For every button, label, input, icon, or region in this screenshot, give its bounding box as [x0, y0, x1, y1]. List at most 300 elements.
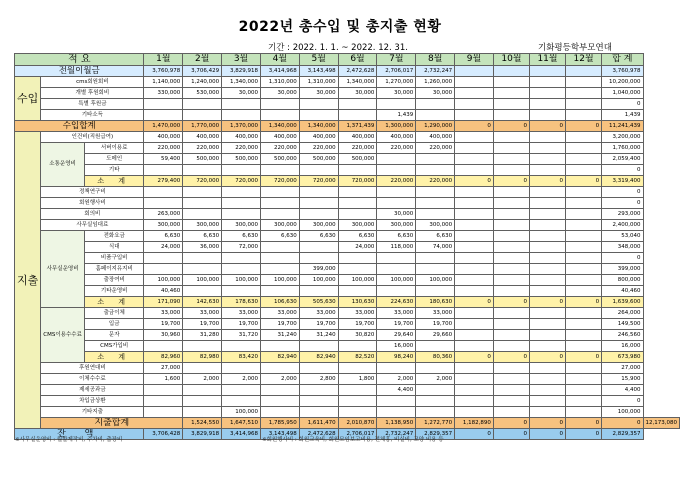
- month-value: [455, 165, 494, 176]
- month-value: [529, 143, 565, 154]
- month-value: 31,720: [222, 330, 261, 341]
- month-value: [529, 187, 565, 198]
- month-value: [529, 374, 565, 385]
- month-value: 720,000: [338, 176, 377, 187]
- month-value: 24,000: [338, 242, 377, 253]
- month-value: 72,000: [222, 242, 261, 253]
- month-value: [493, 231, 529, 242]
- month-value: [493, 319, 529, 330]
- month-value: 100,000: [222, 407, 261, 418]
- month-value: 33,000: [299, 308, 338, 319]
- month-value: 500,000: [338, 154, 377, 165]
- month-value: [566, 319, 602, 330]
- row-label: CMS가입비: [84, 341, 144, 352]
- month-value: [566, 187, 602, 198]
- month-value: [529, 66, 565, 77]
- month-value: 30,000: [416, 88, 455, 99]
- month-value: [260, 385, 299, 396]
- row-label: 소 계: [84, 352, 144, 363]
- month-value: 1,647,510: [222, 418, 261, 429]
- month-value: [144, 110, 183, 121]
- month-value: [529, 198, 565, 209]
- month-value: 720,000: [183, 176, 222, 187]
- month-value: 400,000: [183, 132, 222, 143]
- month-value: 0: [493, 297, 529, 308]
- subgroup-label: 소통운영비: [41, 143, 85, 187]
- month-value: [529, 286, 565, 297]
- header-month: 9월: [455, 54, 494, 66]
- month-value: 33,000: [222, 308, 261, 319]
- month-value: 2,732,247: [377, 429, 416, 440]
- month-value: [529, 341, 565, 352]
- month-value: [529, 385, 565, 396]
- month-value: 31,280: [183, 330, 222, 341]
- month-value: 0: [455, 429, 494, 440]
- row-total: 399,000: [602, 264, 643, 275]
- month-value: 100,000: [338, 275, 377, 286]
- month-value: 0: [493, 121, 529, 132]
- month-value: 6,630: [222, 231, 261, 242]
- finance-table: [14, 53, 680, 440]
- month-value: [455, 396, 494, 407]
- month-value: [566, 363, 602, 374]
- month-value: [566, 99, 602, 110]
- month-value: 100,000: [416, 275, 455, 286]
- month-value: [222, 396, 261, 407]
- row-total: 12,173,080: [643, 418, 680, 429]
- month-value: 0: [529, 418, 565, 429]
- month-value: [338, 363, 377, 374]
- row-total: 4,400: [602, 385, 643, 396]
- month-value: [416, 198, 455, 209]
- month-value: [144, 253, 183, 264]
- row-label: 서버이용료: [84, 143, 144, 154]
- month-value: [144, 407, 183, 418]
- table-row: [15, 385, 680, 396]
- month-value: 82,940: [260, 352, 299, 363]
- row-total: 15,900: [602, 374, 643, 385]
- table-row: [15, 418, 680, 429]
- month-value: 720,000: [260, 176, 299, 187]
- row-label: 지출합계: [41, 418, 183, 429]
- month-value: 220,000: [183, 143, 222, 154]
- row-label: 비품구입비: [84, 253, 144, 264]
- month-value: [529, 231, 565, 242]
- month-value: [416, 165, 455, 176]
- month-value: [493, 110, 529, 121]
- month-value: 1,340,000: [222, 77, 261, 88]
- month-value: 16,000: [377, 341, 416, 352]
- month-value: [455, 407, 494, 418]
- row-total: 348,000: [602, 242, 643, 253]
- month-value: 3,143,498: [260, 429, 299, 440]
- month-value: 1,340,000: [338, 77, 377, 88]
- month-value: [222, 165, 261, 176]
- month-value: [416, 187, 455, 198]
- month-value: [183, 209, 222, 220]
- month-value: 0: [455, 121, 494, 132]
- month-value: [455, 198, 494, 209]
- month-value: 19,700: [299, 319, 338, 330]
- month-value: [566, 132, 602, 143]
- month-value: 100,000: [260, 275, 299, 286]
- month-value: [566, 341, 602, 352]
- month-value: [566, 143, 602, 154]
- row-label: 후원연대비: [41, 363, 144, 374]
- month-value: [144, 198, 183, 209]
- month-value: [566, 286, 602, 297]
- month-value: [455, 187, 494, 198]
- month-value: [455, 143, 494, 154]
- month-value: [416, 99, 455, 110]
- header-month: 10월: [493, 54, 529, 66]
- row-total: 2,059,400: [602, 154, 643, 165]
- month-value: [529, 220, 565, 231]
- row-label: cms회원회비: [41, 77, 144, 88]
- month-value: [455, 275, 494, 286]
- month-value: 300,000: [260, 220, 299, 231]
- month-value: [529, 264, 565, 275]
- month-value: [455, 66, 494, 77]
- month-value: 171,090: [144, 297, 183, 308]
- month-value: [183, 264, 222, 275]
- month-value: [455, 363, 494, 374]
- row-total: 293,000: [602, 209, 643, 220]
- month-value: [299, 363, 338, 374]
- month-value: 2,000: [377, 374, 416, 385]
- table-row: [15, 319, 680, 330]
- month-value: 19,700: [416, 319, 455, 330]
- month-value: 400,000: [377, 132, 416, 143]
- month-value: [529, 77, 565, 88]
- month-value: [338, 407, 377, 418]
- month-value: [222, 253, 261, 264]
- month-value: [222, 363, 261, 374]
- row-total: 3,200,000: [602, 132, 643, 143]
- row-label: 전화요금: [84, 231, 144, 242]
- month-value: [493, 308, 529, 319]
- month-value: 720,000: [299, 176, 338, 187]
- month-value: [260, 198, 299, 209]
- month-value: 0: [566, 121, 602, 132]
- month-value: [566, 154, 602, 165]
- month-value: 0: [455, 176, 494, 187]
- row-label: 제세공과금: [41, 385, 144, 396]
- month-value: [144, 99, 183, 110]
- month-value: [338, 264, 377, 275]
- month-value: [493, 253, 529, 264]
- row-total: 1,760,000: [602, 143, 643, 154]
- row-total: 246,560: [602, 330, 643, 341]
- month-value: [455, 253, 494, 264]
- month-value: 500,000: [183, 154, 222, 165]
- month-value: 530,000: [183, 88, 222, 99]
- month-value: [455, 308, 494, 319]
- month-value: [493, 264, 529, 275]
- month-value: [416, 264, 455, 275]
- month-value: 82,980: [183, 352, 222, 363]
- row-label: 기타지출: [41, 407, 144, 418]
- month-value: 19,700: [183, 319, 222, 330]
- subgroup-label: 사무실운영비: [41, 231, 85, 308]
- table-row: [15, 352, 680, 363]
- month-value: 1,240,000: [183, 77, 222, 88]
- row-label: 문자: [84, 330, 144, 341]
- table-row: [15, 374, 680, 385]
- table-row: [15, 77, 680, 88]
- month-value: 6,630: [144, 231, 183, 242]
- organization-label: 기화평등학부모연대: [538, 43, 612, 53]
- row-label: 기타: [84, 165, 144, 176]
- month-value: [493, 209, 529, 220]
- month-value: [377, 363, 416, 374]
- month-value: 1,600: [144, 374, 183, 385]
- month-value: [529, 275, 565, 286]
- month-value: 24,000: [144, 242, 183, 253]
- month-value: 400,000: [416, 132, 455, 143]
- month-value: 300,000: [299, 220, 338, 231]
- month-value: 30,000: [377, 209, 416, 220]
- month-value: [299, 165, 338, 176]
- month-value: 6,630: [416, 231, 455, 242]
- month-value: 224,630: [377, 297, 416, 308]
- month-value: [455, 99, 494, 110]
- month-value: 82,520: [338, 352, 377, 363]
- month-value: 29,640: [377, 330, 416, 341]
- month-value: [493, 165, 529, 176]
- month-value: [566, 330, 602, 341]
- month-value: 0: [566, 297, 602, 308]
- month-value: [222, 286, 261, 297]
- month-value: 2,706,017: [338, 429, 377, 440]
- month-value: [416, 363, 455, 374]
- month-value: 0: [493, 418, 529, 429]
- month-value: 2,829,357: [416, 429, 455, 440]
- month-value: 82,940: [299, 352, 338, 363]
- header-month: 2월: [183, 54, 222, 66]
- month-value: 6,630: [377, 231, 416, 242]
- row-label: 수입합계: [15, 121, 144, 132]
- row-label: 출장여비: [84, 275, 144, 286]
- month-value: [299, 187, 338, 198]
- row-total: 149,500: [602, 319, 643, 330]
- row-label: 사무실임대료: [41, 220, 144, 231]
- header-month: 3월: [222, 54, 261, 66]
- month-value: [299, 209, 338, 220]
- row-total: 3,319,400: [602, 176, 643, 187]
- month-value: [493, 198, 529, 209]
- month-value: 2,800: [299, 374, 338, 385]
- row-label: 잔 액: [15, 429, 144, 440]
- month-value: 1,770,000: [183, 121, 222, 132]
- month-value: 2,000: [416, 374, 455, 385]
- month-value: [183, 396, 222, 407]
- month-value: 300,000: [377, 220, 416, 231]
- month-value: 3,414,968: [222, 429, 261, 440]
- month-value: [493, 88, 529, 99]
- month-value: 4,400: [377, 385, 416, 396]
- month-value: 1,270,000: [377, 77, 416, 88]
- month-value: [260, 407, 299, 418]
- month-value: 220,000: [338, 143, 377, 154]
- month-value: [493, 77, 529, 88]
- table-row: [15, 231, 680, 242]
- footnote-left: ※사무실운영비 : 월할제작비, 주차비, 출장비: [15, 437, 123, 443]
- month-value: [416, 209, 455, 220]
- month-value: [183, 165, 222, 176]
- month-value: [566, 77, 602, 88]
- month-value: [260, 209, 299, 220]
- row-label: 홈페이지유지비: [84, 264, 144, 275]
- month-value: 279,400: [144, 176, 183, 187]
- month-value: 400,000: [338, 132, 377, 143]
- row-total: 1,040,000: [602, 88, 643, 99]
- month-value: 74,000: [416, 242, 455, 253]
- header-month: 7월: [377, 54, 416, 66]
- month-value: 40,460: [144, 286, 183, 297]
- month-value: [455, 220, 494, 231]
- month-value: 1,371,439: [338, 121, 377, 132]
- month-value: [183, 407, 222, 418]
- month-value: [566, 385, 602, 396]
- header-month: 8월: [416, 54, 455, 66]
- month-value: 220,000: [377, 176, 416, 187]
- month-value: [338, 209, 377, 220]
- row-total: 3,760,978: [602, 66, 643, 77]
- month-value: [183, 385, 222, 396]
- row-total: 53,040: [602, 231, 643, 242]
- month-value: [455, 231, 494, 242]
- month-value: [455, 132, 494, 143]
- table-row: [15, 286, 680, 297]
- month-value: 220,000: [260, 143, 299, 154]
- row-total: 0: [602, 198, 643, 209]
- month-value: [299, 99, 338, 110]
- table-row: [15, 132, 680, 143]
- month-value: 6,630: [299, 231, 338, 242]
- row-total: 2,829,357: [602, 429, 643, 440]
- month-value: [222, 341, 261, 352]
- month-value: [183, 198, 222, 209]
- month-value: [566, 198, 602, 209]
- group-income: 수입: [15, 77, 41, 121]
- month-value: 1,272,770: [416, 418, 455, 429]
- month-value: [338, 341, 377, 352]
- month-value: [493, 132, 529, 143]
- table-row: [15, 253, 680, 264]
- period-label: 기간 : 2022. 1. 1. ~ 2022. 12. 31.: [268, 43, 408, 53]
- row-label: 정책연구비: [41, 187, 144, 198]
- month-value: [493, 143, 529, 154]
- month-value: [529, 154, 565, 165]
- table-row: [15, 198, 680, 209]
- month-value: [529, 242, 565, 253]
- month-value: 19,700: [222, 319, 261, 330]
- table-row: [15, 176, 680, 187]
- table-row: [15, 143, 680, 154]
- month-value: [338, 99, 377, 110]
- month-value: [455, 374, 494, 385]
- month-value: [222, 209, 261, 220]
- month-value: [260, 264, 299, 275]
- month-value: 30,960: [144, 330, 183, 341]
- row-total: 800,000: [602, 275, 643, 286]
- row-label: 회의비: [41, 209, 144, 220]
- row-label: 개별 후원회비: [41, 88, 144, 99]
- header-month: 5월: [299, 54, 338, 66]
- month-value: [338, 110, 377, 121]
- month-value: [416, 341, 455, 352]
- table-row: [15, 66, 680, 77]
- month-value: 2,000: [183, 374, 222, 385]
- month-value: [144, 396, 183, 407]
- month-value: [566, 407, 602, 418]
- month-value: 100,000: [144, 275, 183, 286]
- month-value: [377, 154, 416, 165]
- row-total: 16,000: [602, 341, 643, 352]
- month-value: 6,630: [183, 231, 222, 242]
- month-value: 36,000: [183, 242, 222, 253]
- month-value: [183, 286, 222, 297]
- month-value: 2,010,870: [338, 418, 377, 429]
- month-value: [529, 363, 565, 374]
- row-label: 차입금상환: [41, 396, 144, 407]
- month-value: 19,700: [377, 319, 416, 330]
- month-value: [377, 165, 416, 176]
- month-value: 30,000: [260, 88, 299, 99]
- row-total: 673,980: [602, 352, 643, 363]
- month-value: 0: [566, 352, 602, 363]
- month-value: 400,000: [144, 132, 183, 143]
- month-value: 1,310,000: [299, 77, 338, 88]
- month-value: 6,630: [260, 231, 299, 242]
- month-value: [566, 66, 602, 77]
- month-value: 263,000: [144, 209, 183, 220]
- row-label: 특별 후원금: [41, 99, 144, 110]
- month-value: [493, 66, 529, 77]
- month-value: 500,000: [299, 154, 338, 165]
- row-label: 기타운영비: [84, 286, 144, 297]
- month-value: [493, 363, 529, 374]
- month-value: [493, 374, 529, 385]
- month-value: [529, 407, 565, 418]
- month-value: 19,700: [338, 319, 377, 330]
- row-total: 0: [602, 253, 643, 264]
- month-value: [493, 385, 529, 396]
- month-value: 0: [602, 418, 643, 429]
- month-value: [377, 264, 416, 275]
- month-value: 1,300,000: [377, 121, 416, 132]
- row-label: 소 계: [84, 297, 144, 308]
- month-value: [338, 187, 377, 198]
- month-value: [455, 264, 494, 275]
- row-total: 264,000: [602, 308, 643, 319]
- month-value: 300,000: [183, 220, 222, 231]
- month-value: [455, 154, 494, 165]
- month-value: [222, 385, 261, 396]
- month-value: [493, 220, 529, 231]
- month-value: [260, 187, 299, 198]
- month-value: 300,000: [416, 220, 455, 231]
- month-value: 83,420: [222, 352, 261, 363]
- month-value: 130,630: [338, 297, 377, 308]
- header-month: 4월: [260, 54, 299, 66]
- header-month: 합 계: [602, 54, 643, 66]
- month-value: 220,000: [416, 176, 455, 187]
- month-value: 29,660: [416, 330, 455, 341]
- month-value: 178,630: [222, 297, 261, 308]
- month-value: [493, 99, 529, 110]
